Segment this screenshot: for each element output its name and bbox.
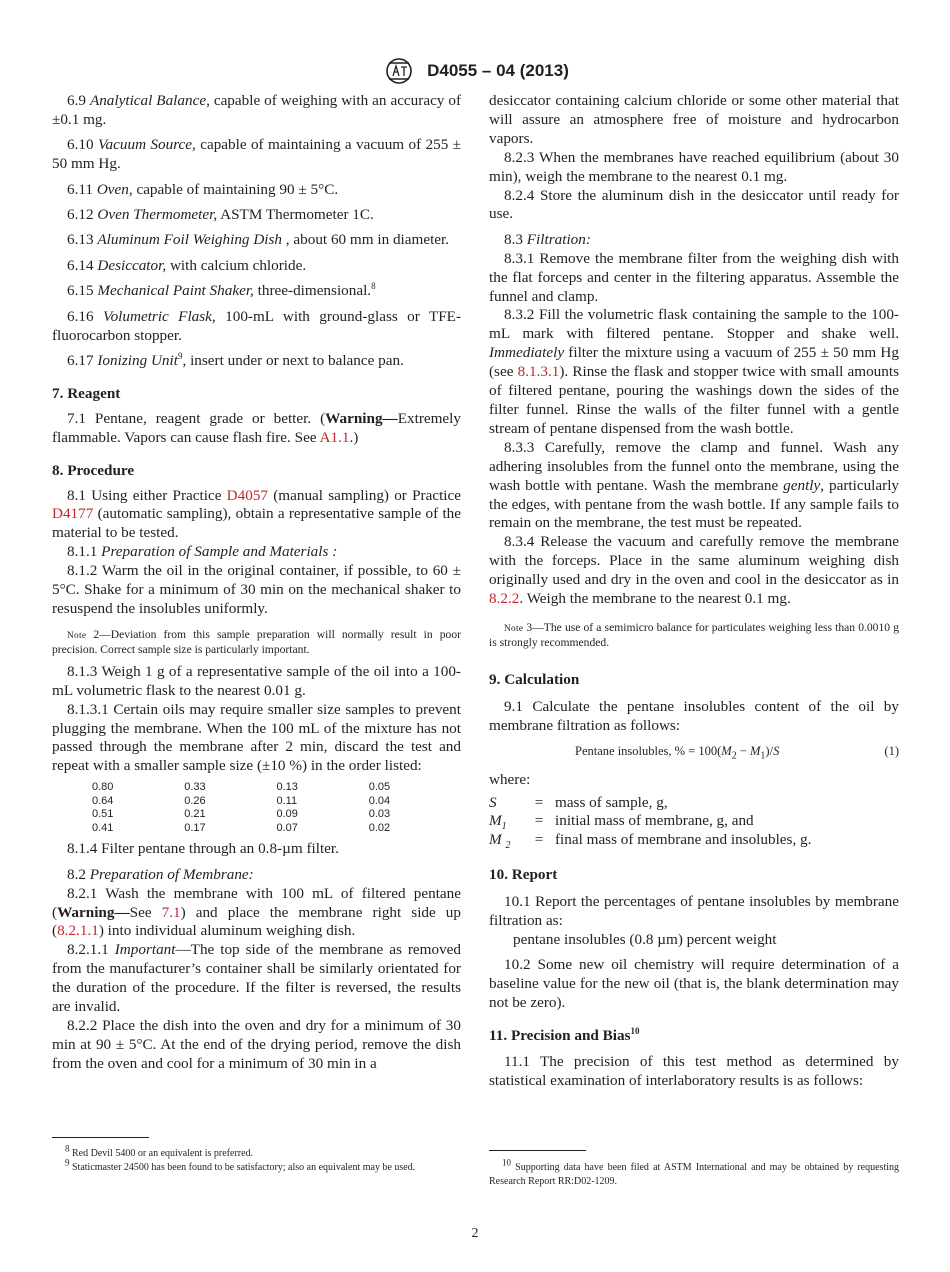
section-6-10: 6.10 Vacuum Source, capable of maintaining a vacuum of 255 ± 50 mm Hg.: [52, 136, 462, 173]
footnote-ref-8[interactable]: 8: [371, 281, 376, 292]
sample-size-row: [92, 808, 461, 822]
section-8-1: 8.1 Using either Practice D4057 (manual sampling) or Practice D4177 (automatic sampling), obtain a representative sample of the material to be tested.: [52, 486, 461, 542]
equation-1: [489, 742, 899, 761]
sample-size-cell: 0.51: [92, 808, 114, 821]
section-8-3-4: 8.3.4 Release the vacuum and carefully remove the membrane with the forceps. Place in the same aluminum weighing dish originally used and dry in the oven and cool in the desiccator as in 8.2.2. Weigh the membrane to the nearest 0.1 mg.: [489, 533, 899, 608]
section-6-12: 6.12 Oven Thermometer, ASTM Thermometer 1C.: [67, 206, 374, 224]
section-8-2-2-continued: desiccator containing calcium chloride or some other material that will assure an atmosphere free of moisture and hydrocarbon vapors.: [489, 92, 899, 147]
section-6-14: 6.14 Desiccator, with calcium chloride.: [67, 256, 307, 274]
footnote-ref-10[interactable]: 10: [630, 1026, 640, 1036]
footnote-10: $^{10}$ Supporting data have been filed at ASTM International and may be obtained by requesting Research Report RR:D02-1209.: [489, 1157, 899, 1187]
section-8-3-1: 8.3.1 Remove the membrane filter from the weighing dish with the flat forceps and center in the filtering apparatus. Assemble the funnel and clamp.: [489, 249, 899, 305]
link-8-2-2[interactable]: 8.2.2: [489, 590, 520, 608]
definition-equals: =: [534, 812, 544, 830]
section-10-1: 10.1 Report the percentages of pentane insolubles by membrane filtration as:: [489, 893, 899, 930]
section-8-3-2: 8.3.2 Fill the volumetric flask containing the sample to the 100-mL mark with filtered pentane. Stopper and shake well. Immediately filter the mixture using a vacuum of 255 ± 50 mm Hg (see 8.1.3.1). Rinse the flask and stopper twice with small amounts of filtered pentane, pouring the washings down the sides of the filter funnel. Rinse the walls of the filter funnel with a gentle stream of pentane dispensed from the wash bottle.: [489, 306, 899, 437]
footnote-rule-right: [489, 1150, 586, 1151]
sample-size-cell: 0.64: [92, 794, 114, 807]
section-8-3: 8.3 Filtration:: [504, 230, 591, 248]
definition-row: [489, 812, 899, 831]
document-designation: D4055 – 04 (2013): [427, 61, 569, 80]
section-8-2-2: 8.2.2 Place the dish into the oven and dry for a minimum of 30 min at 90 ± 5°C. At the end of the drying period, remove the dish from the oven and cool for a minimum of 30 min in a: [52, 1016, 461, 1072]
section-8-3-3: 8.3.3 Carefully, remove the clamp and funnel. Wash any adhering insolubles from the funnel onto the membrane, using the wash bottle with pentane. Wash the membrane gently, particularly the edges, with pentane from the wash bottle. If any sample fails to remain on the membrane, the test must be repeated.: [489, 438, 900, 532]
sample-size-cell: 0.05: [368, 781, 391, 794]
heading-reagent: 7. Reagent: [52, 384, 121, 402]
section-8-1-3: 8.1.3 Weigh 1 g of a representative sample of the oil into a 100-mL volumetric flask to the nearest 0.01 g.: [52, 662, 461, 699]
heading-calculation: 9. Calculation: [489, 670, 580, 688]
section-8-1-3-1: 8.1.3.1 Certain oils may require smaller size samples to prevent plugging the membrane. When the 100 mL of the mixture has not passed through the membrane after 2 min, discard the test and repeat with a smaller sample size (±10 %) in the order listed:: [52, 700, 461, 775]
sample-size-cell: 0.02: [368, 821, 391, 834]
footnote-ref-9[interactable]: 9: [177, 350, 183, 361]
sample-size-cell: 0.09: [276, 808, 298, 821]
link-d4177[interactable]: D4177: [52, 505, 94, 523]
sample-size-cell: 0.21: [184, 808, 206, 821]
where-label: where:: [489, 770, 531, 788]
definition-symbol: $M_1$: [489, 812, 507, 833]
link-d4057[interactable]: D4057: [226, 486, 269, 504]
heading-precision-bias: 11. Precision and Bias$^{10}$: [489, 1026, 640, 1045]
section-6-17: 6.17 Ionizing Unit$^9$, insert under or next to balance pan.: [67, 350, 404, 369]
section-8-2-3: 8.2.3 When the membranes have reached equilibrium (about 30 min), weigh the membrane to the nearest 0.1 mg.: [489, 148, 899, 185]
page-header: [0, 57, 950, 85]
heading-procedure: 8. Procedure: [52, 461, 135, 479]
variable-definitions: [489, 794, 899, 851]
definition-symbol: M $_2$: [489, 831, 511, 852]
section-8-2: 8.2 Preparation of Membrane:: [67, 865, 254, 883]
definition-row: [489, 794, 899, 813]
definition-text: mass of sample, g,: [555, 793, 668, 811]
note-2: Note 2—Deviation from this sample preparation will normally result in poor precision. Correct sample size is particularly important.: [52, 627, 461, 657]
section-8-1-4: 8.1.4 Filter pentane through an 0.8-µm filter.: [67, 840, 339, 858]
sample-size-table: [92, 781, 461, 835]
equation-formula: Pentane insolubles, % = $100(M_2 - M_1)/S$: [575, 743, 780, 762]
sample-size-cell: 0.03: [368, 808, 391, 821]
heading-report: 10. Report: [489, 866, 558, 884]
section-10-2: 10.2 Some new oil chemistry will require determination of a baseline value for the new oil (that is, the blank determination may not be zero).: [489, 956, 899, 1012]
note-3: Note 3—The use of a semimicro balance for particulates weighing less than 0.0010 g is strongly recommended.: [489, 620, 899, 650]
equation-number: (1): [884, 743, 899, 758]
footnotes-right: [489, 1157, 899, 1188]
section-6-11: 6.11 Oven, capable of maintaining 90 ± 5°C.: [67, 180, 339, 198]
link-7-1[interactable]: 7.1: [161, 903, 181, 921]
section-8-1-2: 8.1.2 Warm the oil in the original container, if possible, to 60 ± 5°C. Shake for a minimum of 30 min on the mechanical shaker to resuspend the insolubles uniformly.: [52, 562, 461, 617]
section-8-2-1-1: 8.2.1.1 Important—The top side of the membrane as removed from the manufacturer’s container shall be similarly orientated for the duration of the procedure. If the filter is reversed, the results are invalid.: [52, 941, 461, 1016]
sample-size-cell: 0.33: [184, 781, 206, 794]
definition-equals: =: [534, 831, 544, 849]
definition-symbol: S: [489, 793, 497, 811]
section-6-13: 6.13 Aluminum Foil Weighing Dish , about 60 mm in diameter.: [67, 231, 450, 249]
sample-size-cell: 0.11: [276, 794, 298, 807]
link-a1-1[interactable]: A1.1: [319, 428, 350, 446]
page-number: 2: [471, 1226, 479, 1241]
section-8-2-4: 8.2.4 Store the aluminum dish in the desiccator until ready for use.: [489, 186, 899, 223]
definition-text: final mass of membrane and insolubles, g.: [555, 831, 812, 849]
sample-size-cell: 0.17: [184, 821, 206, 834]
sample-size-cell: 0.04: [368, 794, 391, 807]
right-column: [489, 92, 899, 1091]
definition-equals: =: [534, 793, 544, 811]
footnote-9: $^9$ Staticmaster 24500 has been found to be satisfactory; also an equivalent may be used.: [65, 1157, 416, 1173]
sample-size-cell: 0.07: [276, 821, 298, 834]
sample-size-cell: 0.13: [276, 781, 298, 794]
section-10-1-line: pentane insolubles (0.8 µm) percent weight: [513, 930, 777, 948]
link-8-2-1-1[interactable]: 8.2.1.1: [57, 922, 99, 940]
sample-size-row: [92, 822, 461, 836]
left-column: [52, 92, 461, 1074]
sample-size-row: [92, 781, 461, 795]
link-8-1-3-1[interactable]: 8.1.3.1: [517, 363, 560, 381]
section-9-1: 9.1 Calculate the pentane insolubles content of the oil by membrane filtration as follows:: [489, 697, 899, 734]
section-8-1-1: 8.1.1 Preparation of Sample and Materials :: [67, 543, 338, 561]
sample-size-cell: 0.26: [184, 794, 206, 807]
sample-size-cell: 0.80: [92, 781, 114, 794]
sample-size-row: [92, 795, 461, 809]
definition-text: initial mass of membrane, g, and: [555, 812, 754, 830]
section-7-1: 7.1 Pentane, reagent grade or better. (Warning—Extremely flammable. Vapors can cause flash fire. See A1.1.): [52, 409, 461, 446]
section-6-15: 6.15 Mechanical Paint Shaker, three-dimensional.$^8$: [67, 281, 376, 300]
section-8-2-1: 8.2.1 Wash the membrane with 100 mL of filtered pentane (Warning—See 7.1) and place the membrane right side up (8.2.1.1) into individual aluminum weighing dish.: [52, 884, 461, 940]
footnotes-left: [52, 1143, 461, 1174]
astm-logo-icon: [381, 57, 417, 85]
definition-row: [489, 831, 899, 850]
section-11-1: 11.1 The precision of this test method as determined by statistical examination of interlaboratory results is as follows:: [489, 1052, 899, 1089]
section-6-9: 6.9 Analytical Balance, capable of weighing with an accuracy of ±0.1 mg.: [52, 92, 462, 128]
footnote-rule-left: [52, 1137, 149, 1138]
sample-size-cell: 0.41: [92, 821, 114, 834]
section-6-16: 6.16 Volumetric Flask, 100-mL with ground-glass or TFE-fluorocarbon stopper.: [52, 307, 462, 344]
footnote-8: $^8$ Red Devil 5400 or an equivalent is preferred.: [65, 1143, 254, 1159]
